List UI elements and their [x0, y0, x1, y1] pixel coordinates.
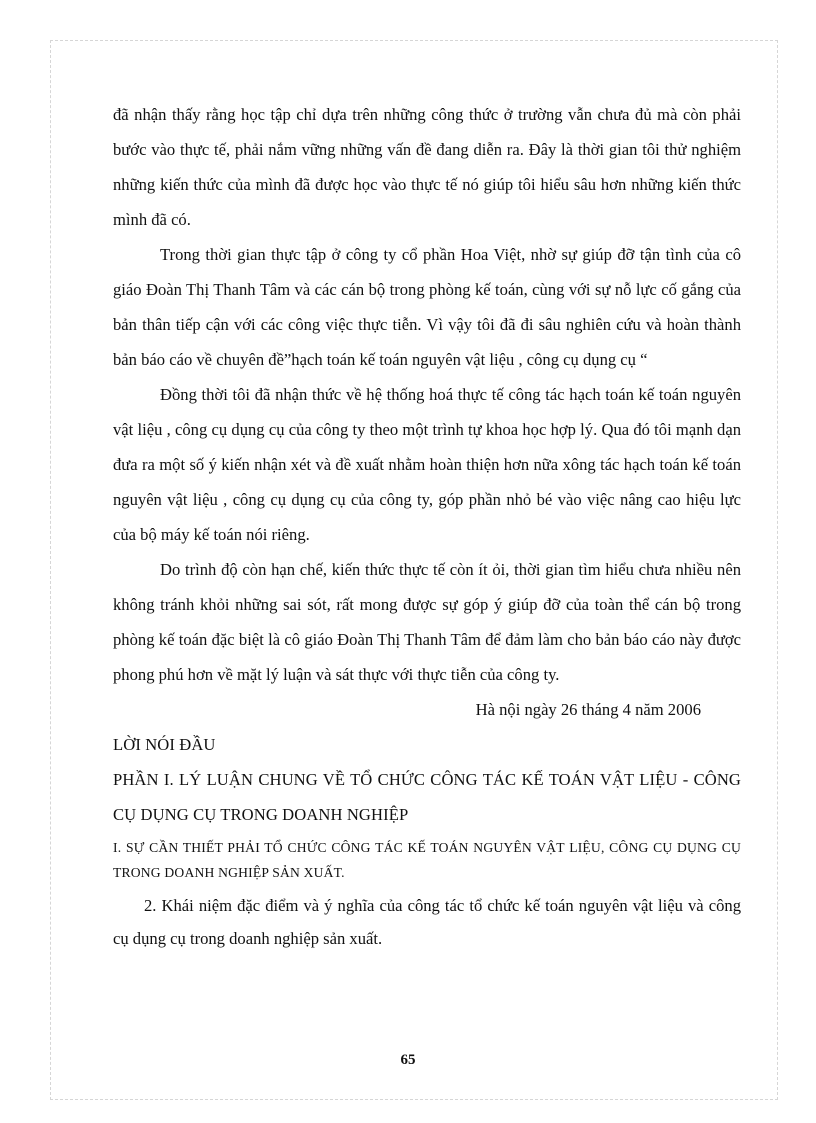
paragraph-internship: Trong thời gian thực tập ở công ty cổ phần Hoa Việt, nhờ sự giúp đỡ tận tình của cô giáo Đoàn Thị Thanh Tâm và các cán bộ trong phòng kế toán, cùng với sự nỗ lực cố gắng của bản thân tiếp cận với các công việc thực tiễn. Vì vậy tôi đã đi sâu nghiên cứu và hoàn thành bản báo cáo về chuyên đề”hạch toán kế toán nguyên vật liệu , công cụ dụng cụ “: [113, 245, 741, 369]
section-title: I. SỰ CẦN THIẾT PHẢI TỔ CHỨC CÔNG TÁC KẾ TOÁN NGUYÊN VẬT LIỆU, CÔNG CỤ DỤNG CỤ TRONG DOANH NGHIỆP SẢN XUẤT.: [113, 840, 741, 880]
paragraph-intro-continuation: đã nhận thấy rằng học tập chỉ dựa trên những công thức ở trường vẫn chưa đủ mà còn phải bước vào thực tế, phải nắm vững những vấn đề đang diễn ra. Đây là thời gian tôi thử nghiệm những kiến thức của mình đã được học vào thực tế nó giúp tôi hiểu sâu hơn những kiến thức mình đã có.: [113, 105, 741, 229]
paragraph-systematization: Đồng thời tôi đã nhận thức về hệ thống hoá thực tế công tác hạch toán kế toán nguyên vật liệu , công cụ dụng cụ của công ty theo một trình tự khoa học hợp lý. Qua đó tôi mạnh dạn đưa ra một số ý kiến nhận xét và đề xuất nhằm hoàn thiện hơn nữa xông tác hạch toán kế toán nguyên vật liệu , công cụ dụng cụ của công ty, góp phần nhỏ bé vào việc nâng cao hiệu lực của bộ máy kế toán nói riêng.: [113, 385, 741, 544]
document-body: [113, 97, 741, 955]
page-number: 65: [400, 1052, 416, 1068]
part-title: PHẦN I. LÝ LUẬN CHUNG VỀ TỔ CHỨC CÔNG TÁC KẾ TOÁN VẬT LIỆU - CÔNG CỤ DỤNG CỤ TRONG DOANH NGHIỆP: [113, 770, 741, 824]
date-line: Hà nội ngày 26 tháng 4 năm 2006: [475, 700, 701, 719]
foreword-title: LỜI NÓI ĐẦU: [113, 735, 216, 754]
paragraph-apology: Do trình độ còn hạn chế, kiến thức thực tế còn ít ỏi, thời gian tìm hiểu chưa nhiều nên không tránh khỏi những sai sót, rất mong được sự góp ý giúp đỡ của toàn thể cán bộ trong phòng kế toán đặc biệt là cô giáo Đoàn Thị Thanh Tâm để đảm làm cho bản báo cáo này được phong phú hơn về mặt lý luận và sát thực với thực tiễn của công ty.: [113, 560, 741, 684]
subsection-title: 2. Khái niệm đặc điểm và ý nghĩa của công tác tổ chức kế toán nguyên vật liệu và công cụ dụng cụ trong doanh nghiệp sản xuất.: [113, 896, 741, 948]
